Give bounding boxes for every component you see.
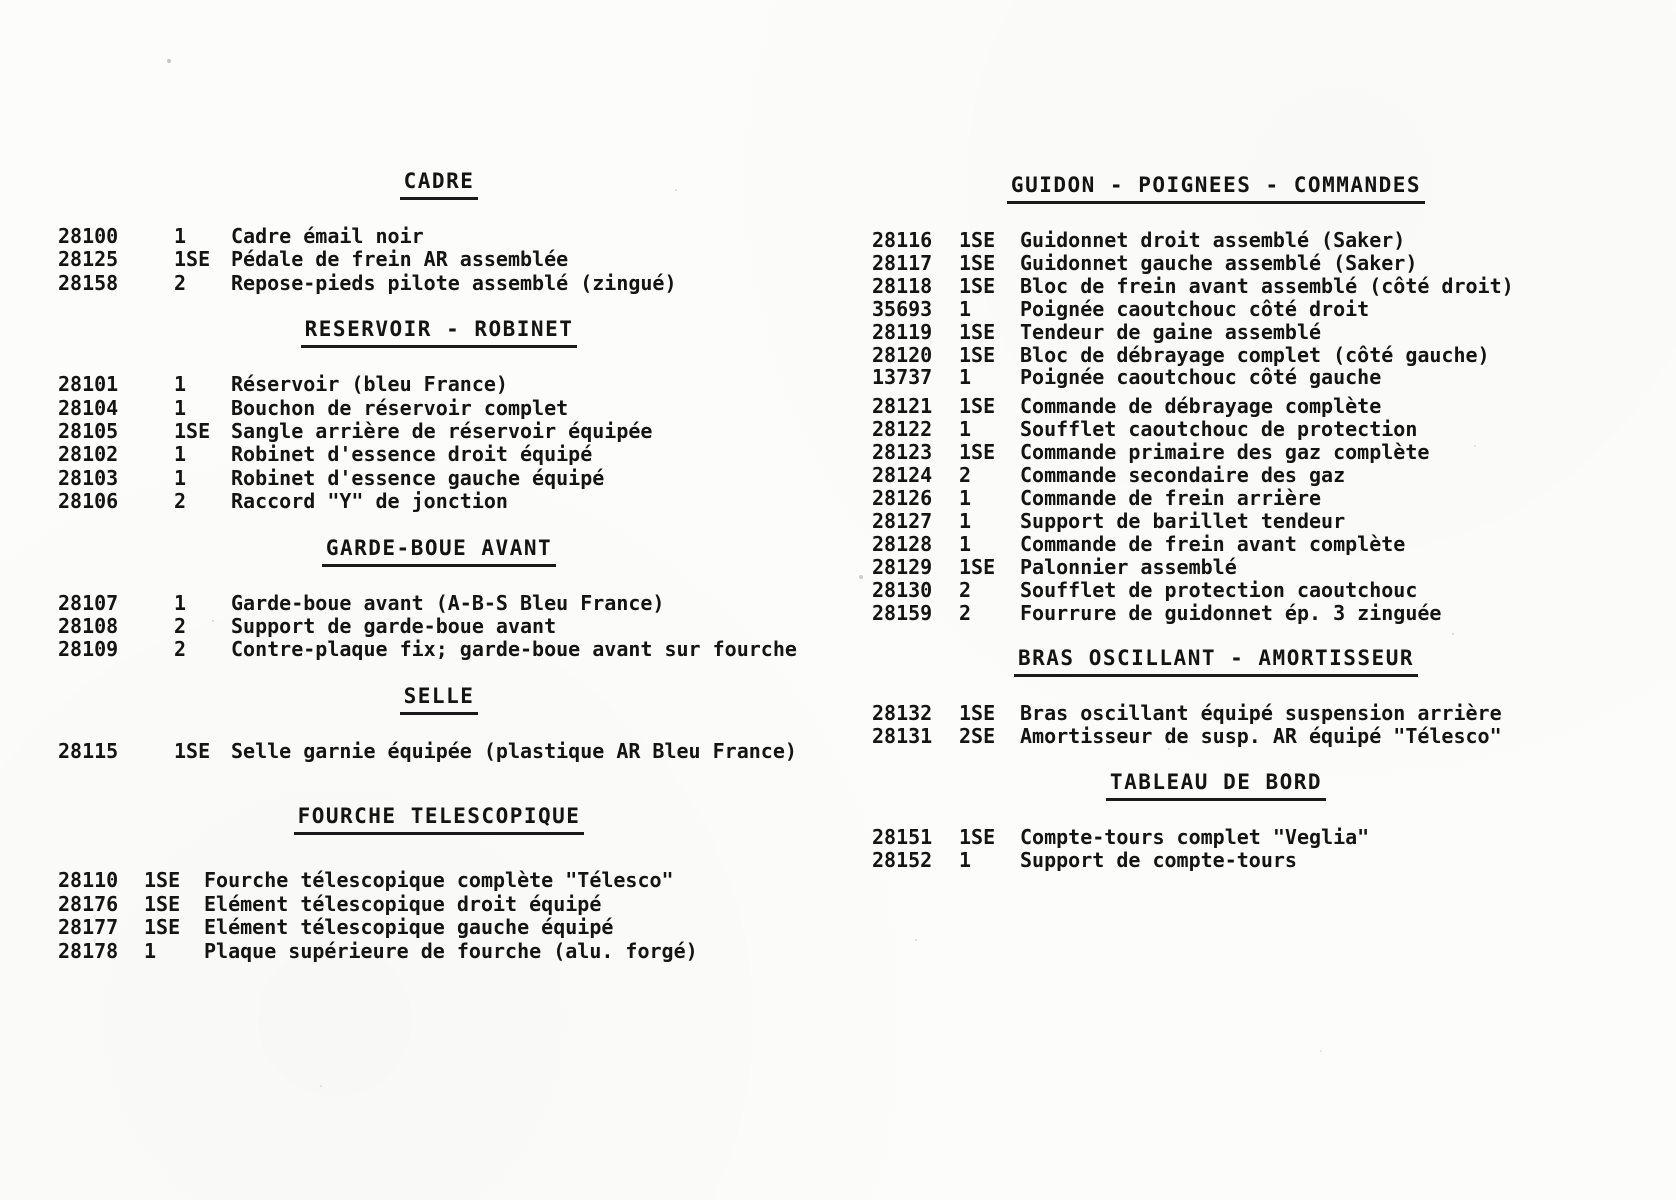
part-number: 28119 [872, 319, 933, 344]
right-column [872, 172, 1560, 872]
part-row [872, 344, 1560, 367]
part-description: Réservoir (bleu France) [231, 372, 508, 397]
part-row [872, 702, 1560, 725]
part-description: Sangle arrière de réservoir équipée [231, 419, 653, 444]
part-description: Guidonnet gauche assemblé (Saker) [1020, 250, 1418, 275]
part-number: 28122 [872, 417, 933, 442]
section-title-wrap [872, 769, 1560, 801]
part-description: Soufflet de protection caoutchouc [1020, 577, 1418, 602]
part-description: Contre-plaque fix; garde-boue avant sur fourche [231, 637, 797, 662]
part-number: 28178 [58, 938, 119, 963]
part-description: Pédale de frein AR assemblée [231, 247, 569, 272]
part-quantity: 1SE [174, 419, 211, 444]
section-title: GUIDON - POIGNEES - COMMANDES [1007, 172, 1425, 204]
part-description: Fourche télescopique complète "Télesco" [204, 868, 674, 893]
part-number: 28126 [872, 485, 933, 510]
part-quantity: 1SE [144, 891, 181, 916]
part-quantity: 1 [959, 365, 972, 390]
part-quantity: 1 [174, 442, 187, 467]
section-title-wrap [58, 683, 820, 715]
part-row [872, 441, 1560, 464]
part-row [58, 740, 820, 763]
part-description: Robinet d'essence droit équipé [231, 442, 593, 467]
part-row [58, 592, 820, 615]
part-number: 28123 [872, 440, 933, 465]
part-description: Elément télescopique gauche équipé [204, 915, 614, 940]
part-number: 28151 [872, 825, 933, 850]
part-row [872, 229, 1560, 252]
part-number: 28177 [58, 915, 119, 940]
part-row [872, 510, 1560, 533]
part-number: 28131 [872, 724, 933, 749]
part-row [58, 443, 820, 466]
part-row [58, 467, 820, 490]
part-description: Amortisseur de susp. AR équipé "Télesco" [1020, 724, 1502, 749]
section-title-wrap [872, 172, 1560, 204]
section-title: BRAS OSCILLANT - AMORTISSEUR [1014, 645, 1418, 677]
part-quantity: 1SE [959, 701, 996, 726]
part-row [872, 275, 1560, 298]
part-number: 28159 [872, 600, 933, 625]
part-row [872, 533, 1560, 556]
part-number: 28102 [58, 442, 119, 467]
part-quantity: 1SE [959, 825, 996, 850]
section-title: RESERVOIR - ROBINET [301, 316, 578, 348]
parts-section [58, 683, 820, 763]
part-description: Poignée caoutchouc côté droit [1020, 296, 1370, 321]
part-row [58, 940, 820, 963]
section-title-wrap [58, 316, 820, 348]
part-number: 28108 [58, 614, 119, 639]
section-title: SELLE [400, 683, 479, 715]
part-number: 28132 [872, 701, 933, 726]
part-row [872, 418, 1560, 441]
part-description: Compte-tours complet "Veglia" [1020, 825, 1370, 850]
parts-section [58, 316, 820, 513]
part-quantity: 1SE [959, 554, 996, 579]
part-quantity: 1SE [144, 868, 181, 893]
part-number: 28104 [58, 395, 119, 420]
parts-section [872, 172, 1560, 624]
part-number: 28117 [872, 250, 933, 275]
part-description: Commande de frein arrière [1020, 485, 1322, 510]
part-quantity: 1 [959, 485, 972, 510]
part-row [58, 373, 820, 396]
part-number: 35693 [872, 296, 933, 321]
part-number: 28130 [872, 577, 933, 602]
section-title: TABLEAU DE BORD [1106, 769, 1326, 801]
part-row [872, 321, 1560, 344]
part-number: 28118 [872, 273, 933, 298]
part-number: 28106 [58, 489, 119, 514]
parts-section [58, 168, 820, 295]
part-quantity: 1SE [959, 394, 996, 419]
part-quantity: 1 [174, 224, 187, 248]
part-number: 28158 [58, 270, 119, 295]
section-title-wrap [872, 645, 1560, 677]
part-number: 28116 [872, 228, 933, 252]
part-quantity: 2 [959, 463, 972, 488]
section-title-wrap [58, 803, 820, 835]
part-description: Commande primaire des gaz complète [1020, 440, 1430, 465]
part-quantity: 1 [959, 531, 972, 556]
part-description: Bloc de frein avant assemblé (côté droit) [1020, 273, 1514, 298]
part-quantity: 1 [174, 465, 187, 490]
part-number: 28105 [58, 419, 119, 444]
part-description: Commande secondaire des gaz [1020, 463, 1346, 488]
part-row [58, 615, 820, 638]
part-quantity: 1 [959, 508, 972, 533]
part-quantity: 1 [144, 938, 157, 963]
part-number: 28176 [58, 891, 119, 916]
part-description: Commande de frein avant complète [1020, 531, 1406, 556]
part-description: Support de garde-boue avant [231, 614, 557, 639]
part-quantity: 2 [174, 637, 187, 662]
part-quantity: 1SE [959, 250, 996, 275]
part-description: Bras oscillant équipé suspension arrière [1020, 701, 1502, 726]
part-number: 28129 [872, 554, 933, 579]
part-number: 13737 [872, 365, 933, 390]
part-row [58, 397, 820, 420]
part-description: Selle garnie équipée (plastique AR Bleu France) [231, 738, 797, 763]
part-number: 28128 [872, 531, 933, 556]
part-quantity: 2 [959, 600, 972, 625]
part-quantity: 2 [174, 270, 187, 295]
part-number: 28107 [58, 590, 119, 615]
part-quantity: 2SE [959, 724, 996, 749]
section-title-wrap [58, 168, 820, 200]
part-description: Cadre émail noir [231, 224, 424, 248]
part-row [872, 487, 1560, 510]
part-description: Garde-boue avant (A-B-S Bleu France) [231, 590, 665, 615]
part-row [58, 869, 820, 892]
part-description: Raccord "Y" de jonction [231, 489, 508, 514]
part-quantity: 1 [174, 590, 187, 615]
part-number: 28120 [872, 342, 933, 367]
part-description: Poignée caoutchouc côté gauche [1020, 365, 1382, 390]
part-quantity: 1 [174, 395, 187, 420]
part-quantity: 1 [959, 848, 972, 873]
part-row [58, 490, 820, 513]
part-description: Tendeur de gaine assemblé [1020, 319, 1322, 344]
part-row [872, 826, 1560, 849]
part-quantity: 2 [174, 614, 187, 639]
part-quantity: 1SE [174, 738, 211, 763]
part-row [58, 420, 820, 443]
part-row [872, 395, 1560, 418]
left-column [58, 168, 820, 963]
part-description: Commande de débrayage complète [1020, 394, 1382, 419]
parts-section [872, 769, 1560, 872]
parts-section [58, 803, 820, 963]
part-number: 28152 [872, 848, 933, 873]
part-description: Support de compte-tours [1020, 848, 1297, 873]
part-description: Repose-pieds pilote assemblé (zingué) [231, 270, 677, 295]
section-title-wrap [58, 535, 820, 567]
part-number: 28127 [872, 508, 933, 533]
part-row [58, 248, 820, 271]
part-quantity: 1SE [959, 440, 996, 465]
part-number: 28101 [58, 372, 119, 397]
part-description: Robinet d'essence gauche équipé [231, 465, 605, 490]
part-description: Support de barillet tendeur [1020, 508, 1346, 533]
part-quantity: 1 [959, 296, 972, 321]
part-number: 28103 [58, 465, 119, 490]
part-quantity: 1SE [959, 342, 996, 367]
part-row [872, 298, 1560, 321]
parts-section [872, 645, 1560, 748]
scan-noise [0, 0, 2, 2]
part-row [872, 579, 1560, 602]
part-description: Fourrure de guidonnet ép. 3 zinguée [1020, 600, 1442, 625]
part-number: 28109 [58, 637, 119, 662]
part-row [872, 252, 1560, 275]
section-title: GARDE-BOUE AVANT [322, 535, 556, 567]
part-number: 28121 [872, 394, 933, 419]
section-title: CADRE [400, 168, 479, 200]
part-description: Bouchon de réservoir complet [231, 395, 569, 420]
part-row [872, 366, 1560, 389]
part-row [58, 916, 820, 939]
part-row [872, 556, 1560, 579]
part-row [872, 849, 1560, 872]
part-row [58, 893, 820, 916]
part-description: Soufflet caoutchouc de protection [1020, 417, 1418, 442]
part-description: Plaque supérieure de fourche (alu. forgé) [204, 938, 698, 963]
section-title: FOURCHE TELESCOPIQUE [294, 803, 585, 835]
part-quantity: 2 [174, 489, 187, 514]
part-quantity: 1 [959, 417, 972, 442]
part-row [872, 602, 1560, 625]
part-description: Bloc de débrayage complet (côté gauche) [1020, 342, 1490, 367]
part-row [58, 638, 820, 661]
part-number: 28115 [58, 738, 119, 763]
part-number: 28125 [58, 247, 119, 272]
parts-section [58, 535, 820, 662]
part-row [872, 725, 1560, 748]
part-quantity: 1SE [144, 915, 181, 940]
part-row [58, 225, 820, 248]
part-quantity: 1SE [174, 247, 211, 272]
part-row [872, 464, 1560, 487]
part-number: 28110 [58, 868, 119, 893]
part-number: 28124 [872, 463, 933, 488]
part-quantity: 1 [174, 372, 187, 397]
part-description: Palonnier assemblé [1020, 554, 1237, 579]
part-description: Guidonnet droit assemblé (Saker) [1020, 228, 1406, 252]
part-quantity: 1SE [959, 228, 996, 252]
part-quantity: 2 [959, 577, 972, 602]
part-description: Elément télescopique droit équipé [204, 891, 602, 916]
part-quantity: 1SE [959, 273, 996, 298]
part-quantity: 1SE [959, 319, 996, 344]
part-number: 28100 [58, 224, 119, 248]
part-row [58, 272, 820, 295]
